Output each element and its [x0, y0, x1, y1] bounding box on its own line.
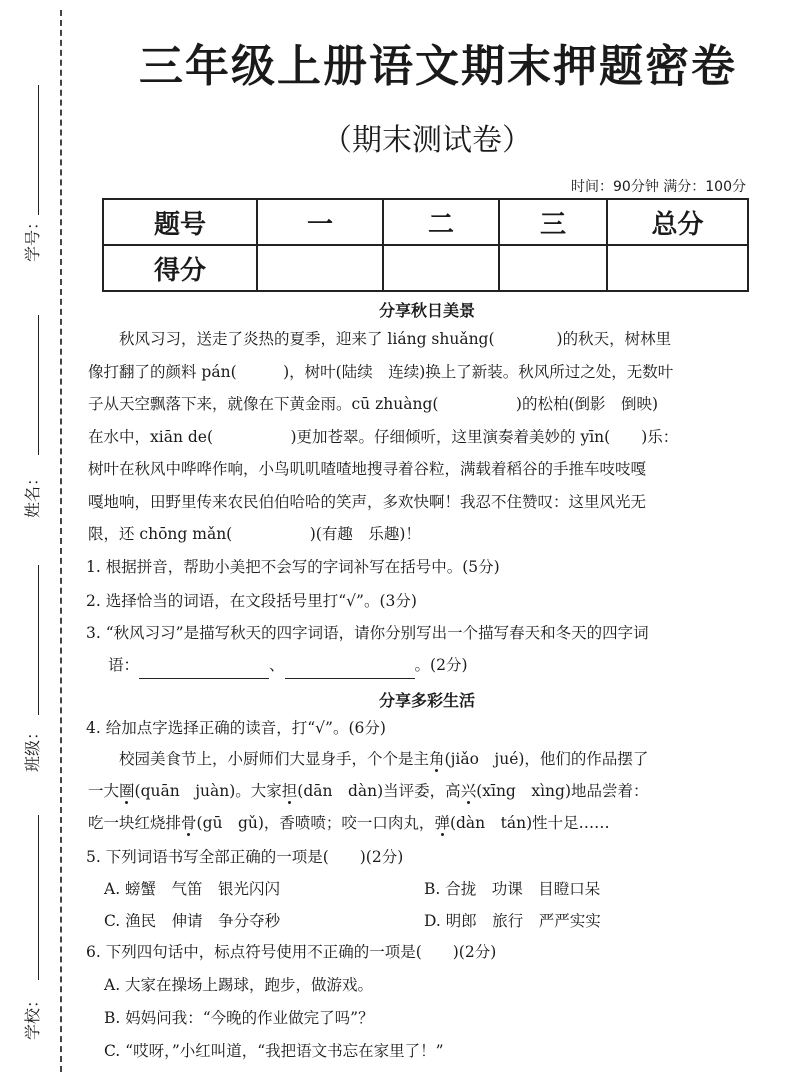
- q4-choice[interactable]: (quān juàn)。大家: [134, 782, 282, 800]
- question-3-separator: 、: [269, 656, 285, 674]
- score-cell-3: 三: [499, 199, 607, 245]
- score-input-2[interactable]: [383, 245, 499, 291]
- q4-text: 一大: [88, 782, 120, 800]
- q5-option-a[interactable]: A. 螃蟹 气笛 银光闪闪: [104, 880, 281, 898]
- question-1: 1. 根据拼音，帮助小美把不会写的字词补写在括号中。(5分): [86, 558, 500, 576]
- student-id-label: 学号：: [23, 213, 42, 262]
- q4-text: 吃一块红烧排: [88, 814, 182, 832]
- question-6-stem: 6. 下列四句话中，标点符号使用不正确的一项是( )(2分): [86, 943, 497, 961]
- passage-line: 树叶在秋风中哗哗作响，小鸟叽叽喳喳地搜寻着谷粒，满载着稻谷的手推车吱吱嘎: [88, 460, 647, 478]
- winter-idiom-blank[interactable]: [285, 660, 415, 679]
- score-table-header-row: [103, 199, 748, 245]
- score-input-total[interactable]: [607, 245, 748, 291]
- question-2: 2. 选择恰当的词语，在文段括号里打“√”。(3分): [86, 592, 417, 610]
- q5-option-b[interactable]: B. 合拢 功课 目瞪口呆: [424, 880, 601, 898]
- question-4-stem: 4. 给加点字选择正确的读音，打“√”。(6分): [86, 719, 386, 737]
- student-id-line: [38, 85, 39, 215]
- question-3-answer-line: [86, 651, 758, 679]
- dotted-char: 圈: [119, 782, 135, 800]
- q4-line-1: [88, 743, 756, 775]
- class-line: [38, 565, 39, 715]
- q4-choice[interactable]: (gū gǔ)，香喷喷；咬一口肉丸，: [196, 814, 435, 832]
- passage-line: 像打翻了的颜料 pán( )，树叶(陆续 连续)换上了新装。秋风所过之处，无数叶: [88, 362, 674, 381]
- q4-choice[interactable]: (xīng xìng)地品尝着：: [476, 782, 649, 800]
- q4-choice[interactable]: (jiǎo jué)，他们的作品摆了: [444, 750, 649, 768]
- dotted-char: 弹: [434, 814, 450, 832]
- score-cell-2: 二: [383, 199, 499, 245]
- dotted-char: 担: [281, 782, 298, 800]
- question-3-prefix: 语：: [108, 656, 140, 674]
- section-title-autumn: 分享秋日美景: [378, 301, 475, 320]
- section-title-life: 分享多彩生活: [378, 691, 475, 710]
- name-label: 姓名：: [23, 469, 42, 518]
- score-cell-total: 总分: [607, 199, 748, 245]
- class-label: 班级：: [23, 723, 42, 772]
- score-cell-label: 题号: [103, 199, 257, 245]
- cut-line: [60, 10, 62, 1072]
- school-label: 学校：: [23, 991, 42, 1040]
- q6-option-c[interactable]: C. “哎呀，”小红叫道，“我把语文书忘在家里了！”: [104, 1042, 444, 1060]
- name-line: [38, 315, 39, 455]
- question-3-stem: 3. “秋风习习”是描写秋天的四字词语，请你分别写出一个描写春天和冬天的四字词: [86, 624, 649, 642]
- question-4-passage: [88, 743, 756, 839]
- question-3: [86, 619, 758, 679]
- binding-margin: [0, 0, 90, 1072]
- q4-line-2: [88, 775, 756, 807]
- passage-line: 嘎地响，田野里传来农民伯伯哈哈的笑声，多欢快啊！我忍不住赞叹：这里风光无: [88, 492, 647, 511]
- q5-option-d[interactable]: D. 明郎 旅行 严严实实: [424, 912, 601, 930]
- dotted-char: 角: [429, 750, 445, 768]
- exam-subtitle: （期末测试卷）: [322, 123, 532, 158]
- score-table: [102, 198, 749, 292]
- q4-text: 校园美食节上，小厨师们大显身手，个个是主: [119, 750, 430, 768]
- autumn-passage: [88, 323, 756, 551]
- q4-choice[interactable]: (dān dàn)当评委，高: [297, 782, 461, 800]
- q4-choice[interactable]: (dàn tán)性十足……: [449, 814, 610, 832]
- score-input-3[interactable]: [499, 245, 607, 291]
- q4-line-3: [88, 807, 756, 839]
- score-cell-1: 一: [257, 199, 383, 245]
- dotted-char: 骨: [181, 814, 197, 832]
- q6-option-b[interactable]: B. 妈妈问我：“今晚的作业做完了吗”？: [104, 1009, 374, 1027]
- school-line: [38, 815, 39, 980]
- passage-line: 在水中，xiān de( )更加苍翠。仔细倾听，这里演奏着美妙的 yīn( )乐：: [88, 427, 679, 446]
- passage-line: 子从天空飘落下来，就像在下黄金雨。cū zhuàng( )的松柏(倒影 倒映): [88, 395, 659, 413]
- score-input-1[interactable]: [257, 245, 383, 291]
- score-table-score-row: [103, 245, 748, 291]
- passage-line: 限，还 chōng mǎn( )(有趣 乐趣)！: [88, 525, 421, 543]
- q6-option-a[interactable]: A. 大家在操场上踢球，跑步，做游戏。: [104, 976, 374, 994]
- question-5-stem: 5. 下列词语书写全部正确的一项是( )(2分): [86, 848, 404, 866]
- exam-title: 三年级上册语文期末押题密卷: [139, 41, 737, 92]
- passage-line: 秋风习习，送走了炎热的夏季，迎来了 liáng shuǎng( )的秋天，树林里: [119, 330, 672, 348]
- score-row-label: 得分: [103, 245, 257, 291]
- q5-option-c[interactable]: C. 渔民 伸请 争分夺秒: [104, 912, 281, 930]
- time-info: 时间：90分钟 满分：100分: [571, 179, 746, 195]
- question-3-suffix: 。(2分): [414, 656, 468, 674]
- spring-idiom-blank[interactable]: [139, 660, 269, 679]
- dotted-char: 兴: [460, 782, 477, 800]
